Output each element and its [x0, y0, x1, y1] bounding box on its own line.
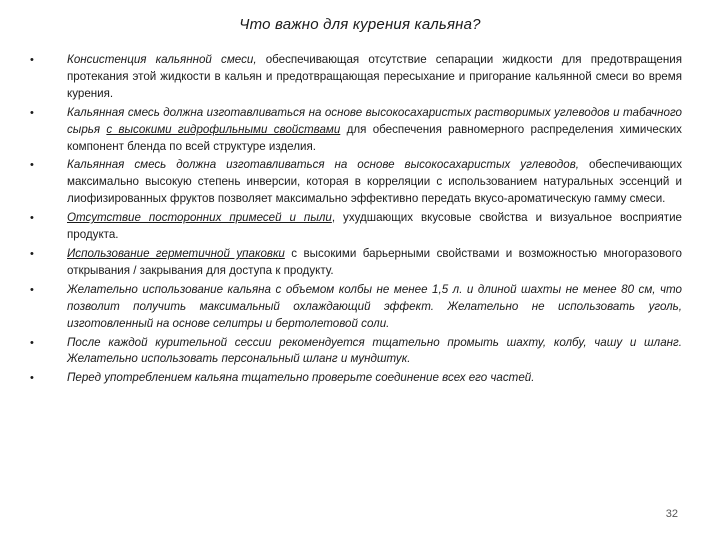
- bullet-text: обеспечивающих максимально высокую степень инверсии, которая в корреляции с использованием натуральных эссенций и лиофизированных фруктов позволяет максимально эффективно передать вкусо-ароматическую гамму смеси.: [67, 158, 682, 206]
- bullet-item: [30, 157, 682, 208]
- bullet-emphasis: Консистенция кальянной смеси,: [67, 53, 257, 66]
- bullet-item: [30, 282, 682, 333]
- bullet-emphasis-underlined: с высокими гидрофильными свойствами: [106, 122, 341, 136]
- bullet-item: [30, 335, 682, 369]
- page-number: 32: [665, 508, 678, 520]
- bullet-emphasis-underlined: Использование герметичной упаковки: [67, 246, 285, 260]
- bullet-emphasis: Кальянная смесь должна изготавливаться на основе высокосахаристых углеводов,: [67, 158, 580, 172]
- bullet-text: для обеспечения равномерного распределения химических компонент бленда по всей структуре изделия.: [67, 122, 682, 153]
- bullet-text: , ухудшающих вкусовые свойства и визуальное восприятие продукта.: [67, 211, 682, 242]
- bullet-item: [30, 105, 682, 156]
- bullet-emphasis: После каждой курительной сессии рекомендуется тщательно промыть шахту, колбу, чашу и шланг. Желательно использовать персональный шланг и мундштук.: [67, 335, 682, 366]
- bullet-item: [30, 246, 682, 280]
- bullet-emphasis: Кальянная смесь должна изготавливаться на основе высокосахаристых растворимых углеводов и табачного сырья: [67, 105, 682, 136]
- bullet-item: [30, 210, 682, 244]
- bullet-text: с высокими барьерными свойствами и возможностью многоразового открывания / закрывания для доступа к продукту.: [67, 246, 682, 277]
- bullet-item: [30, 370, 682, 387]
- bullet-text: обеспечивающая отсутствие сепарации жидкости для предотвращения протекания этой жидкости в кальян и предотвращающая пересыхание и пригорание кальянной смеси во время курения.: [67, 53, 682, 100]
- bullet-list: [30, 52, 682, 387]
- bullet-emphasis: Желательно использование кальяна с объемом колбы не менее 1,5 л. и длиной шахты не менее 80 см, что позволит получить максимальный охлаждающий эффект. Желательно не использовать уголь, изготовленный на основе селитры и бертолетовой соли.: [67, 282, 682, 330]
- bullet-emphasis: Перед употреблением кальяна тщательно проверьте соединение всех его частей.: [67, 371, 535, 385]
- slide-title: Что важно для курения кальяна?: [239, 16, 481, 33]
- bullet-item: [30, 52, 682, 103]
- bullet-emphasis-underlined: Отсутствие посторонних примесей и пыли: [67, 211, 332, 225]
